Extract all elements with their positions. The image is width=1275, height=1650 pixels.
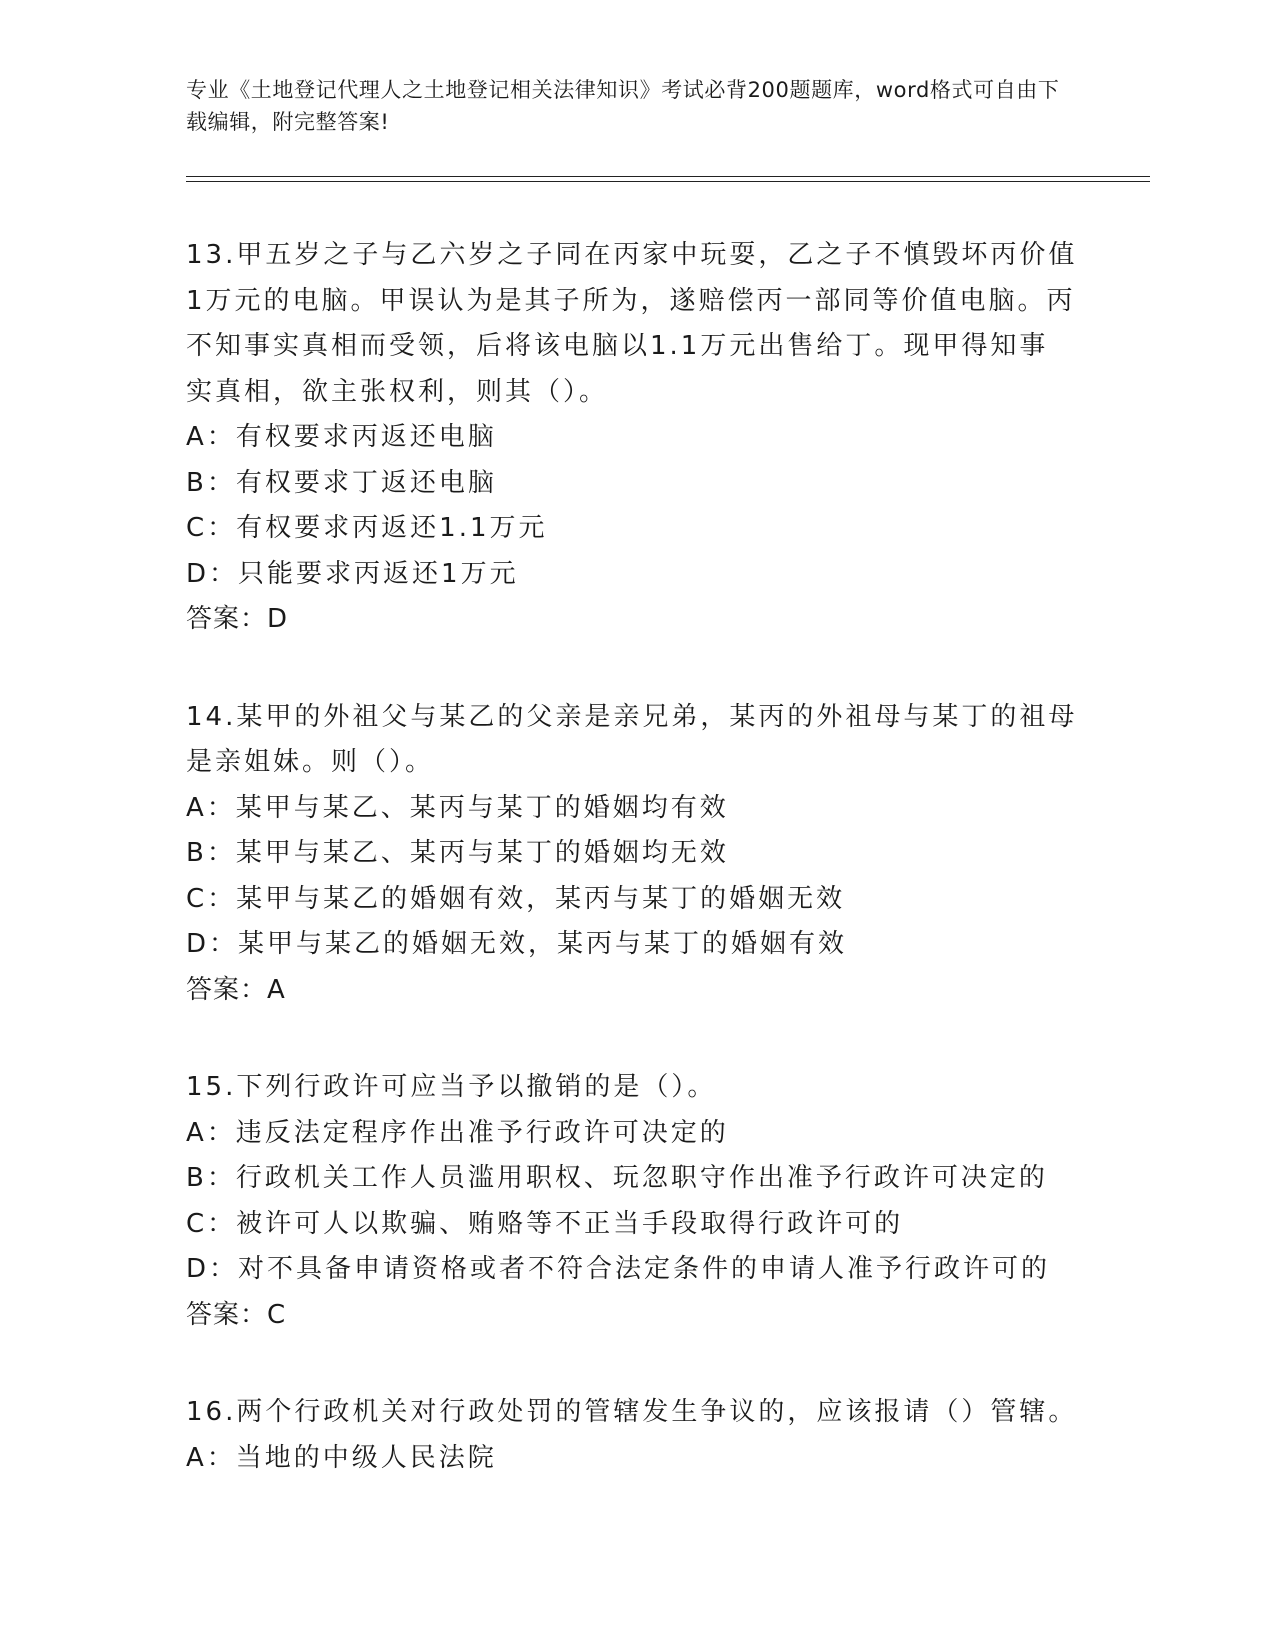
question-stem-line: 14.某甲的外祖父与某乙的父亲是亲兄弟，某丙的外祖母与某丁的祖母 [186,701,1078,732]
option-a: A：当地的中级人民法院 [186,1442,497,1473]
option-b: B：行政机关工作人员滥用职权、玩忽职守作出准予行政许可决定的 [186,1163,1048,1193]
answer-label: 答案：C [186,1299,287,1330]
question-stem-line: 是亲姐妹。则（）。 [186,747,435,777]
answer-label: 答案：A [186,974,286,1005]
question-stem-line: 实真相，欲主张权利，则其（）。 [186,376,609,407]
option-a: A：某甲与某乙、某丙与某丁的婚姻均有效 [186,792,729,823]
option-b: B：有权要求丁返还电脑 [186,467,497,498]
answer-label: 答案：D [186,604,289,634]
option-c: C：某甲与某乙的婚姻有效，某丙与某丁的婚姻无效 [186,883,846,914]
document-header: 专业《土地登记代理人之土地登记相关法律知识》考试必背200题题库，word格式可自由下载编辑，附完整答案! [186,78,1060,134]
option-b: B：某甲与某乙、某丙与某丁的婚姻均无效 [186,838,729,868]
question-list [186,233,1086,1533]
option-a: A：违反法定程序作出准予行政许可决定的 [186,1117,729,1148]
question-stem-line: 13.甲五岁之子与乙六岁之子同在丙家中玩耍，乙之子不慎毁坏丙价值 [186,240,1078,270]
option-d: D：某甲与某乙的婚姻无效，某丙与某丁的婚姻有效 [186,929,848,959]
question-13 [186,233,1086,643]
question-15 [186,1065,1086,1338]
option-d: D：对不具备申请资格或者不符合法定条件的申请人准予行政许可的 [186,1254,1051,1284]
option-c: C：有权要求丙返还1.1万元 [186,513,548,543]
question-16 [186,1390,1086,1481]
option-a: A：有权要求丙返还电脑 [186,422,497,452]
header-divider-bottom [186,181,1150,182]
header-divider-top [186,176,1150,177]
option-c: C：被许可人以欺骗、贿赂等不正当手段取得行政许可的 [186,1208,904,1239]
question-14 [186,695,1086,1014]
question-stem-line: 不知事实真相而受领，后将该电脑以1.1万元出售给丁。现甲得知事 [186,331,1049,361]
question-stem-line: 15.下列行政许可应当予以撤销的是（）。 [186,1072,717,1102]
question-stem-line: 1万元的电脑。甲误认为是其子所为，遂赔偿丙一部同等价值电脑。丙 [186,285,1076,316]
question-stem-line: 16.两个行政机关对行政处罚的管辖发生争议的，应该报请（）管辖。 [186,1397,1078,1427]
option-d: D：只能要求丙返还1万元 [186,558,519,589]
